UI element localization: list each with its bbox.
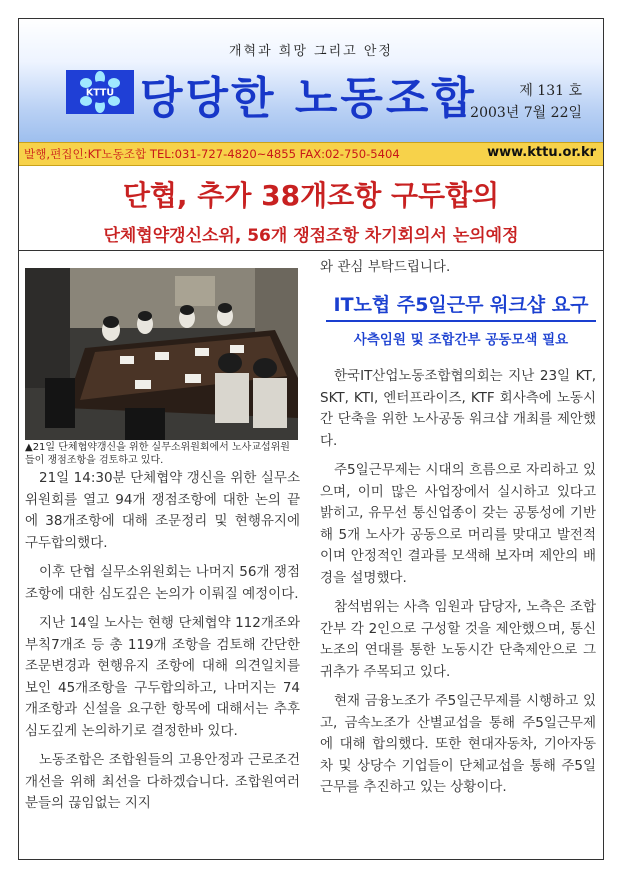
article2-paragraph: 한국IT산업노동조합협의회는 지난 23일 KT, SKT, KTI, 엔터프라이즈, KTF 회사측에 노동시간 단축을 위한 노사공동 워크샵 개최를 제안했다. [320, 368, 596, 449]
divider [18, 250, 604, 251]
article2-body [320, 366, 596, 807]
issue-date: 2003년 7월 22일 [470, 105, 582, 121]
article1-continuation [320, 257, 596, 279]
slogan: 개혁과 희망 그리고 안정 [229, 44, 393, 59]
article2-headline: IT노협 주5일근무 워크샵 요구 [333, 294, 589, 316]
issue-number: 제 131 호 [519, 83, 582, 99]
logo-text: KTTU [85, 87, 115, 99]
article2-paragraph: 참석범위는 사측 임원과 담당자, 노측은 조합간부 각 2인으로 구성할 것을 제안했으며, 통신노조의 연대를 통한 노동시간 단축제안으로 그 귀추가 주목되고 있다. [320, 599, 596, 680]
article2-paragraph: 주5일근무제는 시대의 흐름으로 자리하고 있으며, 이미 많은 사업장에서 실시하고 있다고 밝히고, 유무선 통신업종이 갖는 공통성에 기반해 5개 노사가 공동으로 머리를 맞대고 발전적이며 안정적인 결과를 모색해 보자며 제안의 배경을 설명했다. [320, 462, 596, 586]
photo-caption: ▲21일 단체협약갱신을 위한 실무소위원회에서 노사교섭위원들이 쟁점조항을 검토하고 있다. [25, 442, 290, 466]
website-link[interactable]: www.kttu.or.kr [487, 145, 596, 160]
main-headline: 단협, 추가 38개조항 구두합의 [122, 179, 500, 212]
article2-title-box [318, 286, 604, 356]
article1-paragraph: 이후 단협 실무소위원회는 나머지 56개 쟁점조항에 대한 심도깊은 논의가 이뤄질 예정이다. [25, 564, 300, 602]
article2-paragraph: 현재 금융노조가 주5일근무제를 시행하고 있고, 금속노조가 산별교섭을 통해 주5일근무제에 대해 합의했다. 또한 현대자동차, 기아자동차 및 상당수 기업들이 단체교섭을 통해 주5일 근무를 추진하고 있는 상황이다. [320, 693, 596, 795]
main-subheadline: 단체협약갱신소위, 56개 쟁점조항 차기회의서 논의예정 [103, 226, 519, 246]
publisher-info: 발행,편집인:KT노동조합 TEL:031-727-4820~4855 FAX:02-750-5404 [24, 147, 400, 161]
newspaper-title: 당당한 노동조합 [140, 73, 477, 124]
article1-paragraph: 노동조합은 조합원들의 고용안정과 근로조건 개선을 위해 최선을 다하겠습니다. 조합원여러분들의 끊임없는 지지 [25, 752, 300, 811]
article1-paragraph: 21일 14:30분 단체협약 갱신을 위한 실무소위원회를 열고 94개 쟁점조항에 대한 논의 끝에 38개조항에 대해 조문정리 및 현행유지에 구두합의했다. [25, 470, 300, 551]
article1-continued-text: 와 관심 부탁드립니다. [320, 259, 451, 275]
article1-body [25, 468, 300, 823]
article2-subheadline: 사측임원 및 조합간부 공동모색 필요 [353, 332, 569, 348]
article1-paragraph: 지난 14일 노사는 현행 단체협약 112개조와 부칙7개조 등 총 119개 조항을 검토해 간단한 조문변경과 현행유지 조항에 대해 의견일치를 보인 45개조항을 구두합의하고, 나머지는 74개조항과 신설을 요구한 항목에 대해서는 추후 심도깊게 논의하기로 결정한바 있다. [25, 615, 300, 739]
article2-title-rule [326, 320, 596, 322]
meeting-photo [25, 268, 298, 440]
